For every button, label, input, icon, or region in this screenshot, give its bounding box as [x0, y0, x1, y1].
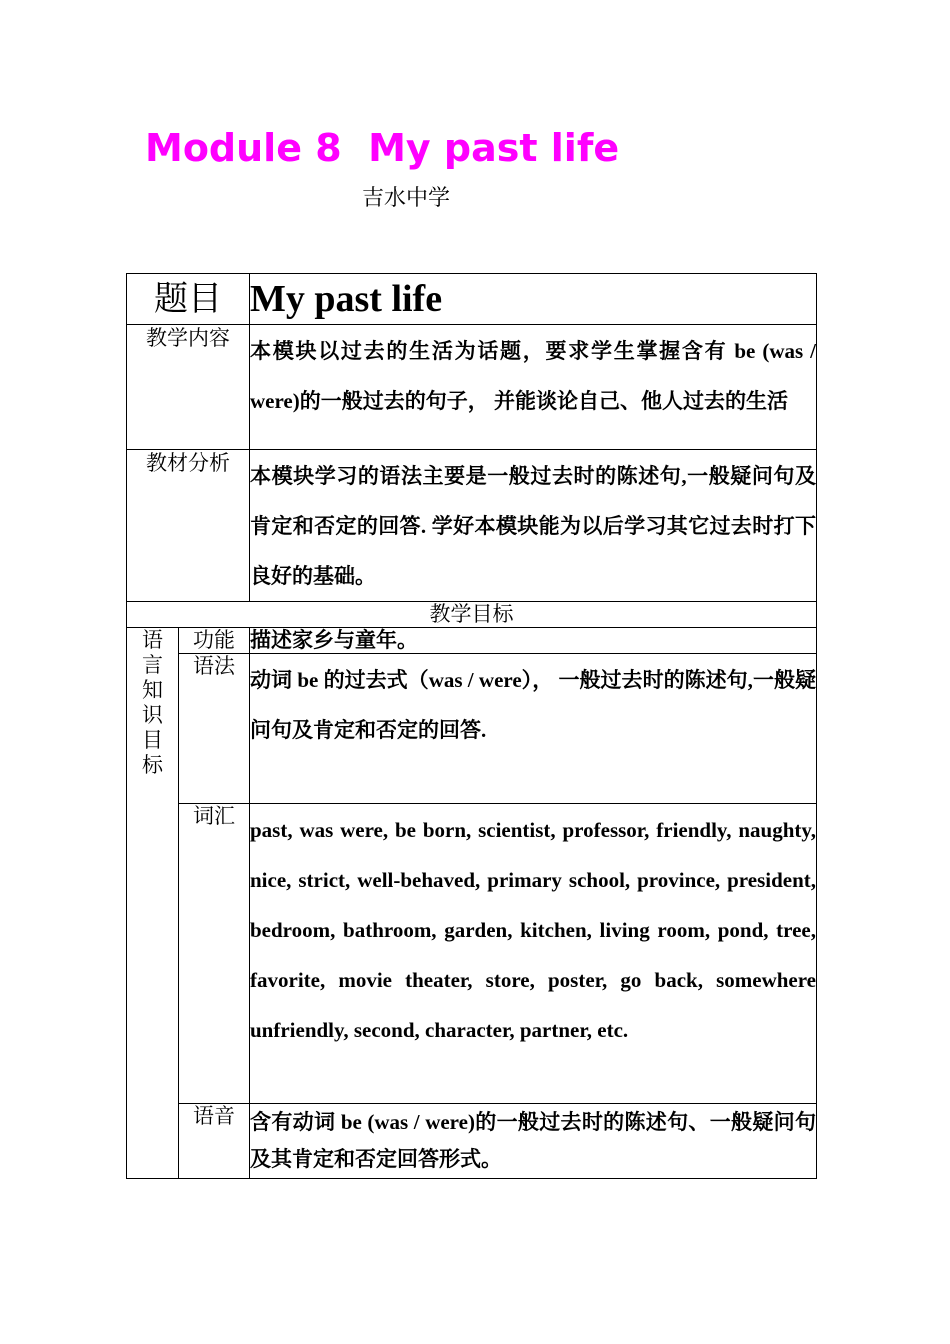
pronunciation-value [250, 1104, 817, 1179]
lesson-plan-table [126, 273, 817, 1179]
topic-value: My past life [250, 274, 817, 325]
vocab-row [127, 804, 817, 1104]
pronunciation-text: 含有动词 be (was / were)的一般过去时的陈述句、一般疑问句及其肯定和否定回答形式。 [250, 1110, 816, 1171]
content-value [250, 325, 817, 450]
pronunciation-label: 语音 [179, 1104, 250, 1179]
grammar-row [127, 654, 817, 804]
content-text: 本模块以过去的生活为话题，要求学生掌握含有 be (was / were)的一般过去的句子， 并能谈论自己、他人过去的生活 [250, 339, 816, 413]
analysis-label: 教材分析 [127, 450, 250, 602]
objectives-header: 教学目标 [127, 602, 817, 628]
content-row [127, 325, 817, 450]
grammar-label: 语法 [179, 654, 250, 804]
topic-row [127, 274, 817, 325]
vocab-text: past, was were, be born, scientist, professor, friendly, naughty, nice, strict, well-behaved, primary school, province, president, bedroom, bathroom, garden, kitchen, living room, pond, tree, favorite, movie theater, store, poster, go back, somewhere unfriendly, second, character, partner, etc. [250, 818, 816, 1042]
analysis-row [127, 450, 817, 602]
vocab-label: 词汇 [179, 804, 250, 1104]
function-row [127, 628, 817, 654]
function-value: 描述家乡与童年。 [250, 628, 817, 654]
content-label: 教学内容 [127, 325, 250, 450]
analysis-text: 本模块学习的语法主要是一般过去时的陈述句,一般疑问句及肯定和否定的回答. 学好本模块能为以后学习其它过去时打下良好的基础。 [250, 464, 816, 588]
language-goal-cell [127, 628, 179, 1179]
vocab-value [250, 804, 817, 1104]
grammar-text: 动词 be 的过去式（was / were）， 一般过去时的陈述句,一般疑问句及肯定和否定的回答. [250, 668, 816, 742]
analysis-value [250, 450, 817, 602]
topic-label: 题目 [127, 274, 250, 325]
school-name: 吉水中学 [362, 186, 451, 211]
function-label: 功能 [179, 628, 250, 654]
module-title: Module 8 My past life [145, 126, 620, 170]
grammar-value [250, 654, 817, 804]
objectives-header-row [127, 602, 817, 628]
language-goal-label: 语言知识目标 [142, 628, 163, 777]
pronunciation-row [127, 1104, 817, 1179]
